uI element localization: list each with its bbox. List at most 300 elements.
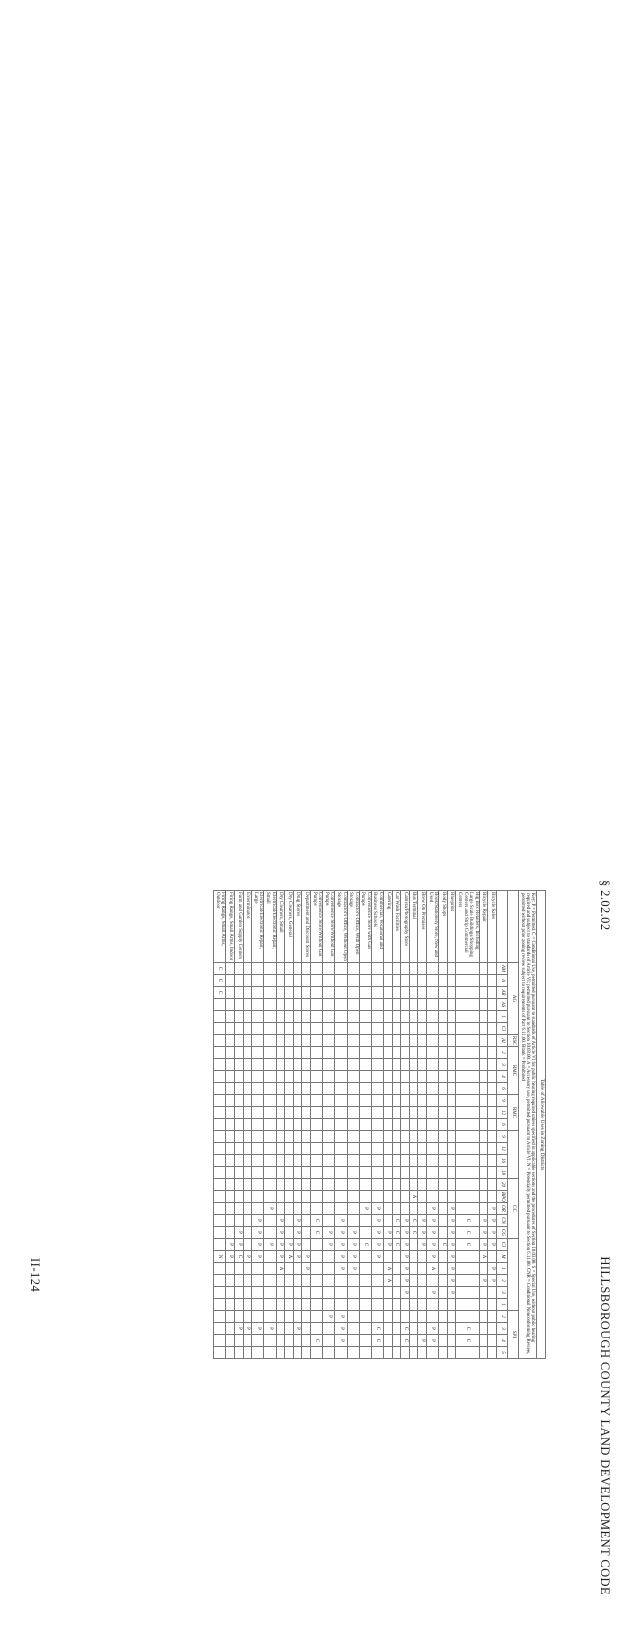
permission-cell (456, 1191, 479, 1203)
permission-cell (359, 1059, 371, 1071)
permission-cell (384, 1035, 393, 1047)
column-header: 9 (497, 1131, 508, 1143)
permission-cell (447, 1059, 456, 1071)
permission-cell: P (293, 1323, 302, 1335)
permission-cell: C (213, 987, 226, 999)
permission-cell (401, 1347, 410, 1359)
table-row (293, 891, 302, 1359)
permission-cell (243, 1287, 252, 1299)
permission-cell (447, 1143, 456, 1155)
permission-cell (418, 1347, 427, 1359)
permission-cell: C (310, 1215, 322, 1227)
permission-cell (285, 1335, 294, 1347)
permission-cell: P (384, 1227, 393, 1239)
permission-cell (401, 1179, 410, 1191)
permission-cell (335, 999, 347, 1011)
permission-cell (479, 963, 488, 975)
permission-cell (488, 1107, 497, 1119)
permission-cell (293, 987, 302, 999)
permission-cell: A (276, 1263, 285, 1275)
permission-cell (439, 1155, 448, 1167)
permission-cell (335, 1083, 347, 1095)
permission-cell (371, 1311, 383, 1323)
permission-cell (392, 1275, 401, 1287)
permission-cell (276, 1311, 285, 1323)
permission-cell: P (371, 1203, 383, 1215)
permission-cell (252, 1191, 264, 1203)
permission-cell (310, 1239, 322, 1251)
permission-cell (323, 1203, 335, 1215)
permission-cell: C (213, 975, 226, 987)
permission-cell (285, 1263, 294, 1275)
permission-cell (264, 1335, 276, 1347)
permission-cell (392, 1095, 401, 1107)
permission-cell: P (401, 1239, 410, 1251)
permission-cell (243, 1311, 252, 1323)
permission-cell (447, 1095, 456, 1107)
permission-cell: P (226, 1251, 235, 1263)
permission-cell (264, 1059, 276, 1071)
permission-cell (310, 1131, 322, 1143)
permission-cell (427, 1131, 439, 1143)
permission-cell (401, 1167, 410, 1179)
permission-cell (427, 1083, 439, 1095)
column-header: 4 (497, 1071, 508, 1083)
permission-cell (335, 1131, 347, 1143)
permission-cell (384, 1071, 393, 1083)
permission-cell (264, 963, 276, 975)
permission-cell (384, 1311, 393, 1323)
column-header: 3 (497, 1287, 508, 1299)
permission-cell (276, 1119, 285, 1131)
permission-cell (293, 1119, 302, 1131)
permission-cell (347, 1323, 359, 1335)
permission-cell (347, 1215, 359, 1227)
permission-cell: P (302, 1251, 311, 1263)
permission-cell (359, 1167, 371, 1179)
permission-cell (264, 1071, 276, 1083)
permission-cell (427, 1311, 439, 1323)
permission-cell (310, 1287, 322, 1299)
permission-cell (235, 1155, 244, 1167)
permission-cell (409, 1059, 418, 1071)
permission-cell (310, 975, 322, 987)
permission-cell (276, 1323, 285, 1335)
permission-cell (488, 1179, 497, 1191)
permission-cell (359, 1287, 371, 1299)
permission-cell (213, 1179, 226, 1191)
permission-cell (235, 1059, 244, 1071)
permission-cell (456, 1347, 479, 1359)
permission-cell (243, 1107, 252, 1119)
permission-cell (479, 1179, 488, 1191)
permission-cell: P (264, 1203, 276, 1215)
permission-cell (427, 1011, 439, 1023)
permission-cell (213, 1155, 226, 1167)
permission-cell (359, 1131, 371, 1143)
permission-cell: P (335, 1335, 347, 1347)
permission-cell (359, 987, 371, 999)
permission-cell (392, 1011, 401, 1023)
permission-cell (418, 1167, 427, 1179)
permission-cell (384, 1287, 393, 1299)
permission-cell (371, 975, 383, 987)
permission-cell (213, 1011, 226, 1023)
permission-cell (213, 1263, 226, 1275)
permission-cell (359, 1215, 371, 1227)
permission-cell (323, 1107, 335, 1119)
permission-cell (323, 1335, 335, 1347)
permission-cell (418, 1083, 427, 1095)
permission-cell (335, 1155, 347, 1167)
permission-cell (347, 1095, 359, 1107)
permission-cell (335, 1275, 347, 1287)
table-row (285, 891, 294, 1359)
permission-cell (439, 1035, 448, 1047)
permission-cell: P (335, 1239, 347, 1251)
permission-cell (418, 1023, 427, 1035)
permission-cell (323, 999, 335, 1011)
permission-cell (479, 1155, 488, 1167)
permission-cell (276, 1275, 285, 1287)
permission-cell (276, 1143, 285, 1155)
permission-cell (359, 1191, 371, 1203)
permission-cell (264, 1035, 276, 1047)
permission-cell (213, 1035, 226, 1047)
permission-cell (409, 1131, 418, 1143)
permission-cell: C (213, 963, 226, 975)
permission-cell (401, 1203, 410, 1215)
column-header: M (497, 1251, 508, 1263)
permission-cell: P (347, 1263, 359, 1275)
permission-cell: P (335, 1227, 347, 1239)
permission-cell (401, 1083, 410, 1095)
permission-cell (409, 1335, 418, 1347)
permission-cell (347, 1107, 359, 1119)
permission-cell (302, 1131, 311, 1143)
permission-cell (276, 1347, 285, 1359)
permission-cell (347, 1155, 359, 1167)
permission-cell (488, 1011, 497, 1023)
use-label: Drug Stores (293, 891, 302, 963)
permission-cell (252, 1131, 264, 1143)
permission-cell: P (418, 1227, 427, 1239)
permission-cell (310, 1167, 322, 1179)
permission-cell (392, 1323, 401, 1335)
permission-cell (213, 1143, 226, 1155)
permission-cell (293, 1263, 302, 1275)
permission-cell (213, 1227, 226, 1239)
permission-cell (359, 1251, 371, 1263)
permission-cell (276, 1287, 285, 1299)
permission-cell (384, 1347, 393, 1359)
permission-cell: P (401, 1227, 410, 1239)
table-row (359, 891, 371, 1359)
permission-cell (310, 1179, 322, 1191)
permission-cell (488, 1095, 497, 1107)
permission-cell (293, 1095, 302, 1107)
permission-cell (243, 975, 252, 987)
permission-cell (384, 1179, 393, 1191)
permission-cell (447, 1107, 456, 1119)
permission-cell (447, 1035, 456, 1047)
permission-cell: P (384, 1239, 393, 1251)
use-label: Body Shops (439, 891, 448, 963)
permission-cell (418, 1191, 427, 1203)
permission-cell (384, 1299, 393, 1311)
table-row (427, 891, 439, 1359)
permission-cell (418, 1119, 427, 1131)
permission-cell (213, 1275, 226, 1287)
permission-cell (252, 1179, 264, 1191)
permission-cell (235, 1275, 244, 1287)
permission-cell (488, 975, 497, 987)
permission-cell (439, 1107, 448, 1119)
column-header: 2 (497, 1311, 508, 1323)
permission-cell (479, 1287, 488, 1299)
permission-cell (264, 1095, 276, 1107)
permission-cell (392, 1023, 401, 1035)
permission-cell (456, 975, 479, 987)
permission-cell: C (392, 1215, 401, 1227)
permission-cell (335, 1071, 347, 1083)
permission-cell (439, 975, 448, 987)
permission-cell: P (359, 1203, 371, 1215)
permission-cell (285, 1107, 294, 1119)
permission-cell (347, 1311, 359, 1323)
permission-cell (488, 999, 497, 1011)
permission-cell (213, 1095, 226, 1107)
permission-cell (392, 1059, 401, 1071)
permission-cell (226, 1023, 235, 1035)
permission-cell (335, 1299, 347, 1311)
permission-cell (401, 1071, 410, 1083)
use-label: Bicycle Sales (488, 891, 497, 963)
permission-cell (427, 1047, 439, 1059)
permission-cell (323, 1263, 335, 1275)
permission-cell (456, 1263, 479, 1275)
permission-cell (293, 1047, 302, 1059)
permission-cell: P (335, 1323, 347, 1335)
permission-cell (264, 1047, 276, 1059)
permission-cell (323, 1083, 335, 1095)
table-row (488, 891, 497, 1359)
permission-cell (323, 1095, 335, 1107)
permission-cell (226, 1191, 235, 1203)
permission-cell (243, 1143, 252, 1155)
permission-cell (310, 1251, 322, 1263)
permission-cell (371, 963, 383, 975)
permission-cell (276, 1035, 285, 1047)
permission-cell: P (335, 1215, 347, 1227)
permission-cell (235, 1179, 244, 1191)
permission-cell (439, 999, 448, 1011)
permission-cell (264, 1191, 276, 1203)
permission-cell (359, 1227, 371, 1239)
permission-cell: P (479, 1239, 488, 1251)
permission-cell (401, 1299, 410, 1311)
permission-cell (293, 1179, 302, 1191)
permission-cell (456, 1023, 479, 1035)
permission-cell (276, 1059, 285, 1071)
permission-cell (418, 1107, 427, 1119)
permission-cell (285, 1287, 294, 1299)
permission-cell (285, 1047, 294, 1059)
permission-cell (401, 1023, 410, 1035)
permission-cell (418, 999, 427, 1011)
permission-cell (293, 1131, 302, 1143)
permission-cell (456, 1071, 479, 1083)
permission-cell (285, 1095, 294, 1107)
permission-cell (252, 1347, 264, 1359)
permission-cell (310, 1311, 322, 1323)
permission-cell (427, 1023, 439, 1035)
permission-cell (302, 1095, 311, 1107)
permission-cell (439, 1251, 448, 1263)
permission-cell: P (447, 1239, 456, 1251)
permission-cell (347, 1011, 359, 1023)
permission-cell: C (235, 1251, 244, 1263)
column-header: 9 (497, 1095, 508, 1107)
permission-cell (264, 1287, 276, 1299)
permission-cell (488, 1287, 497, 1299)
group-header (508, 1239, 519, 1311)
permission-cell (264, 1215, 276, 1227)
permission-cell (213, 1203, 226, 1215)
permission-cell (302, 1155, 311, 1167)
permission-cell (323, 1251, 335, 1263)
permission-cell (285, 1131, 294, 1143)
permission-cell (310, 987, 322, 999)
permission-cell: P (488, 1215, 497, 1227)
permission-cell (293, 1083, 302, 1095)
permission-cell (226, 1167, 235, 1179)
permission-cell: P (427, 1203, 439, 1215)
permission-cell (392, 1263, 401, 1275)
permission-cell (302, 1275, 311, 1287)
permission-cell: P (447, 1203, 456, 1215)
column-header: 1 (497, 1263, 508, 1275)
permission-cell (439, 1143, 448, 1155)
permission-cell (488, 1347, 497, 1359)
permission-cell (418, 1059, 427, 1071)
permission-cell (252, 987, 264, 999)
table-row (213, 891, 226, 1359)
permission-cell (310, 1011, 322, 1023)
permission-cell: C (456, 1239, 479, 1251)
permission-cell (235, 1119, 244, 1131)
permission-cell (401, 1143, 410, 1155)
use-label: Dry Cleaners, General (285, 891, 294, 963)
permission-cell (384, 975, 393, 987)
permission-cell (323, 1023, 335, 1035)
permission-cell: P (479, 1215, 488, 1227)
permission-cell (439, 1299, 448, 1311)
permission-cell (384, 1335, 393, 1347)
permission-cell (409, 975, 418, 987)
permission-cell (264, 1179, 276, 1191)
column-header: 20 (497, 1179, 508, 1191)
permission-cell (359, 1083, 371, 1095)
permission-cell: P (427, 1227, 439, 1239)
permission-cell (285, 1011, 294, 1023)
use-label: Brew On Premises (418, 891, 427, 963)
permission-cell: P (488, 1263, 497, 1275)
column-header: 12 (497, 1143, 508, 1155)
permission-cell (285, 1179, 294, 1191)
permission-cell (384, 1131, 393, 1143)
column-header: 3 (497, 1059, 508, 1071)
use-label: Convenience Store with Gas Pumps (359, 891, 371, 963)
permission-cell (302, 1287, 311, 1299)
table-row (323, 891, 335, 1359)
permission-cell (252, 1023, 264, 1035)
permission-cell (243, 1299, 252, 1311)
permission-cell (347, 999, 359, 1011)
permission-cell (252, 1107, 264, 1119)
permission-cell (310, 1143, 322, 1155)
table-row (371, 891, 383, 1359)
permission-cell: P (479, 1275, 488, 1287)
use-label: Car Wash Facilities (392, 891, 401, 963)
permission-cell (226, 1095, 235, 1107)
permission-cell (427, 1071, 439, 1083)
permission-cell (439, 1347, 448, 1359)
permission-cell (252, 1311, 264, 1323)
permission-cell (293, 1143, 302, 1155)
permission-cell (226, 1179, 235, 1191)
permission-cell (488, 1335, 497, 1347)
permission-cell (409, 1047, 418, 1059)
permission-cell (302, 1035, 311, 1047)
permission-cell: A (409, 1191, 418, 1203)
permission-cell (243, 1335, 252, 1347)
permission-cell (252, 1263, 264, 1275)
permission-cell (371, 1035, 383, 1047)
permission-cell (293, 1335, 302, 1347)
permission-cell (347, 1335, 359, 1347)
permission-cell (371, 1047, 383, 1059)
permission-cell (418, 1131, 427, 1143)
permission-cell: P (276, 1239, 285, 1251)
permission-cell (488, 1059, 497, 1071)
permission-cell (456, 1155, 479, 1167)
permission-cell (347, 1083, 359, 1095)
permission-cell: C (401, 1335, 410, 1347)
column-header: 2 (497, 1275, 508, 1287)
permission-cell (293, 1071, 302, 1083)
permission-cell (447, 1155, 456, 1167)
permission-cell (488, 1035, 497, 1047)
permission-cell: P (371, 1251, 383, 1263)
permission-cell (447, 975, 456, 987)
permission-cell: P (488, 1203, 497, 1215)
permission-cell (371, 1023, 383, 1035)
permission-cell (264, 1119, 276, 1131)
permission-cell (323, 1011, 335, 1023)
permission-cell (264, 1299, 276, 1311)
permission-cell (252, 1011, 264, 1023)
permission-cell (276, 1167, 285, 1179)
column-header: CN (497, 1215, 508, 1227)
permission-cell (409, 1095, 418, 1107)
permission-cell (335, 1059, 347, 1071)
permission-cell (276, 1299, 285, 1311)
permission-cell (347, 1071, 359, 1083)
table-row (276, 891, 285, 1359)
permission-cell: P (243, 1251, 252, 1263)
permission-cell: P (447, 1251, 456, 1263)
